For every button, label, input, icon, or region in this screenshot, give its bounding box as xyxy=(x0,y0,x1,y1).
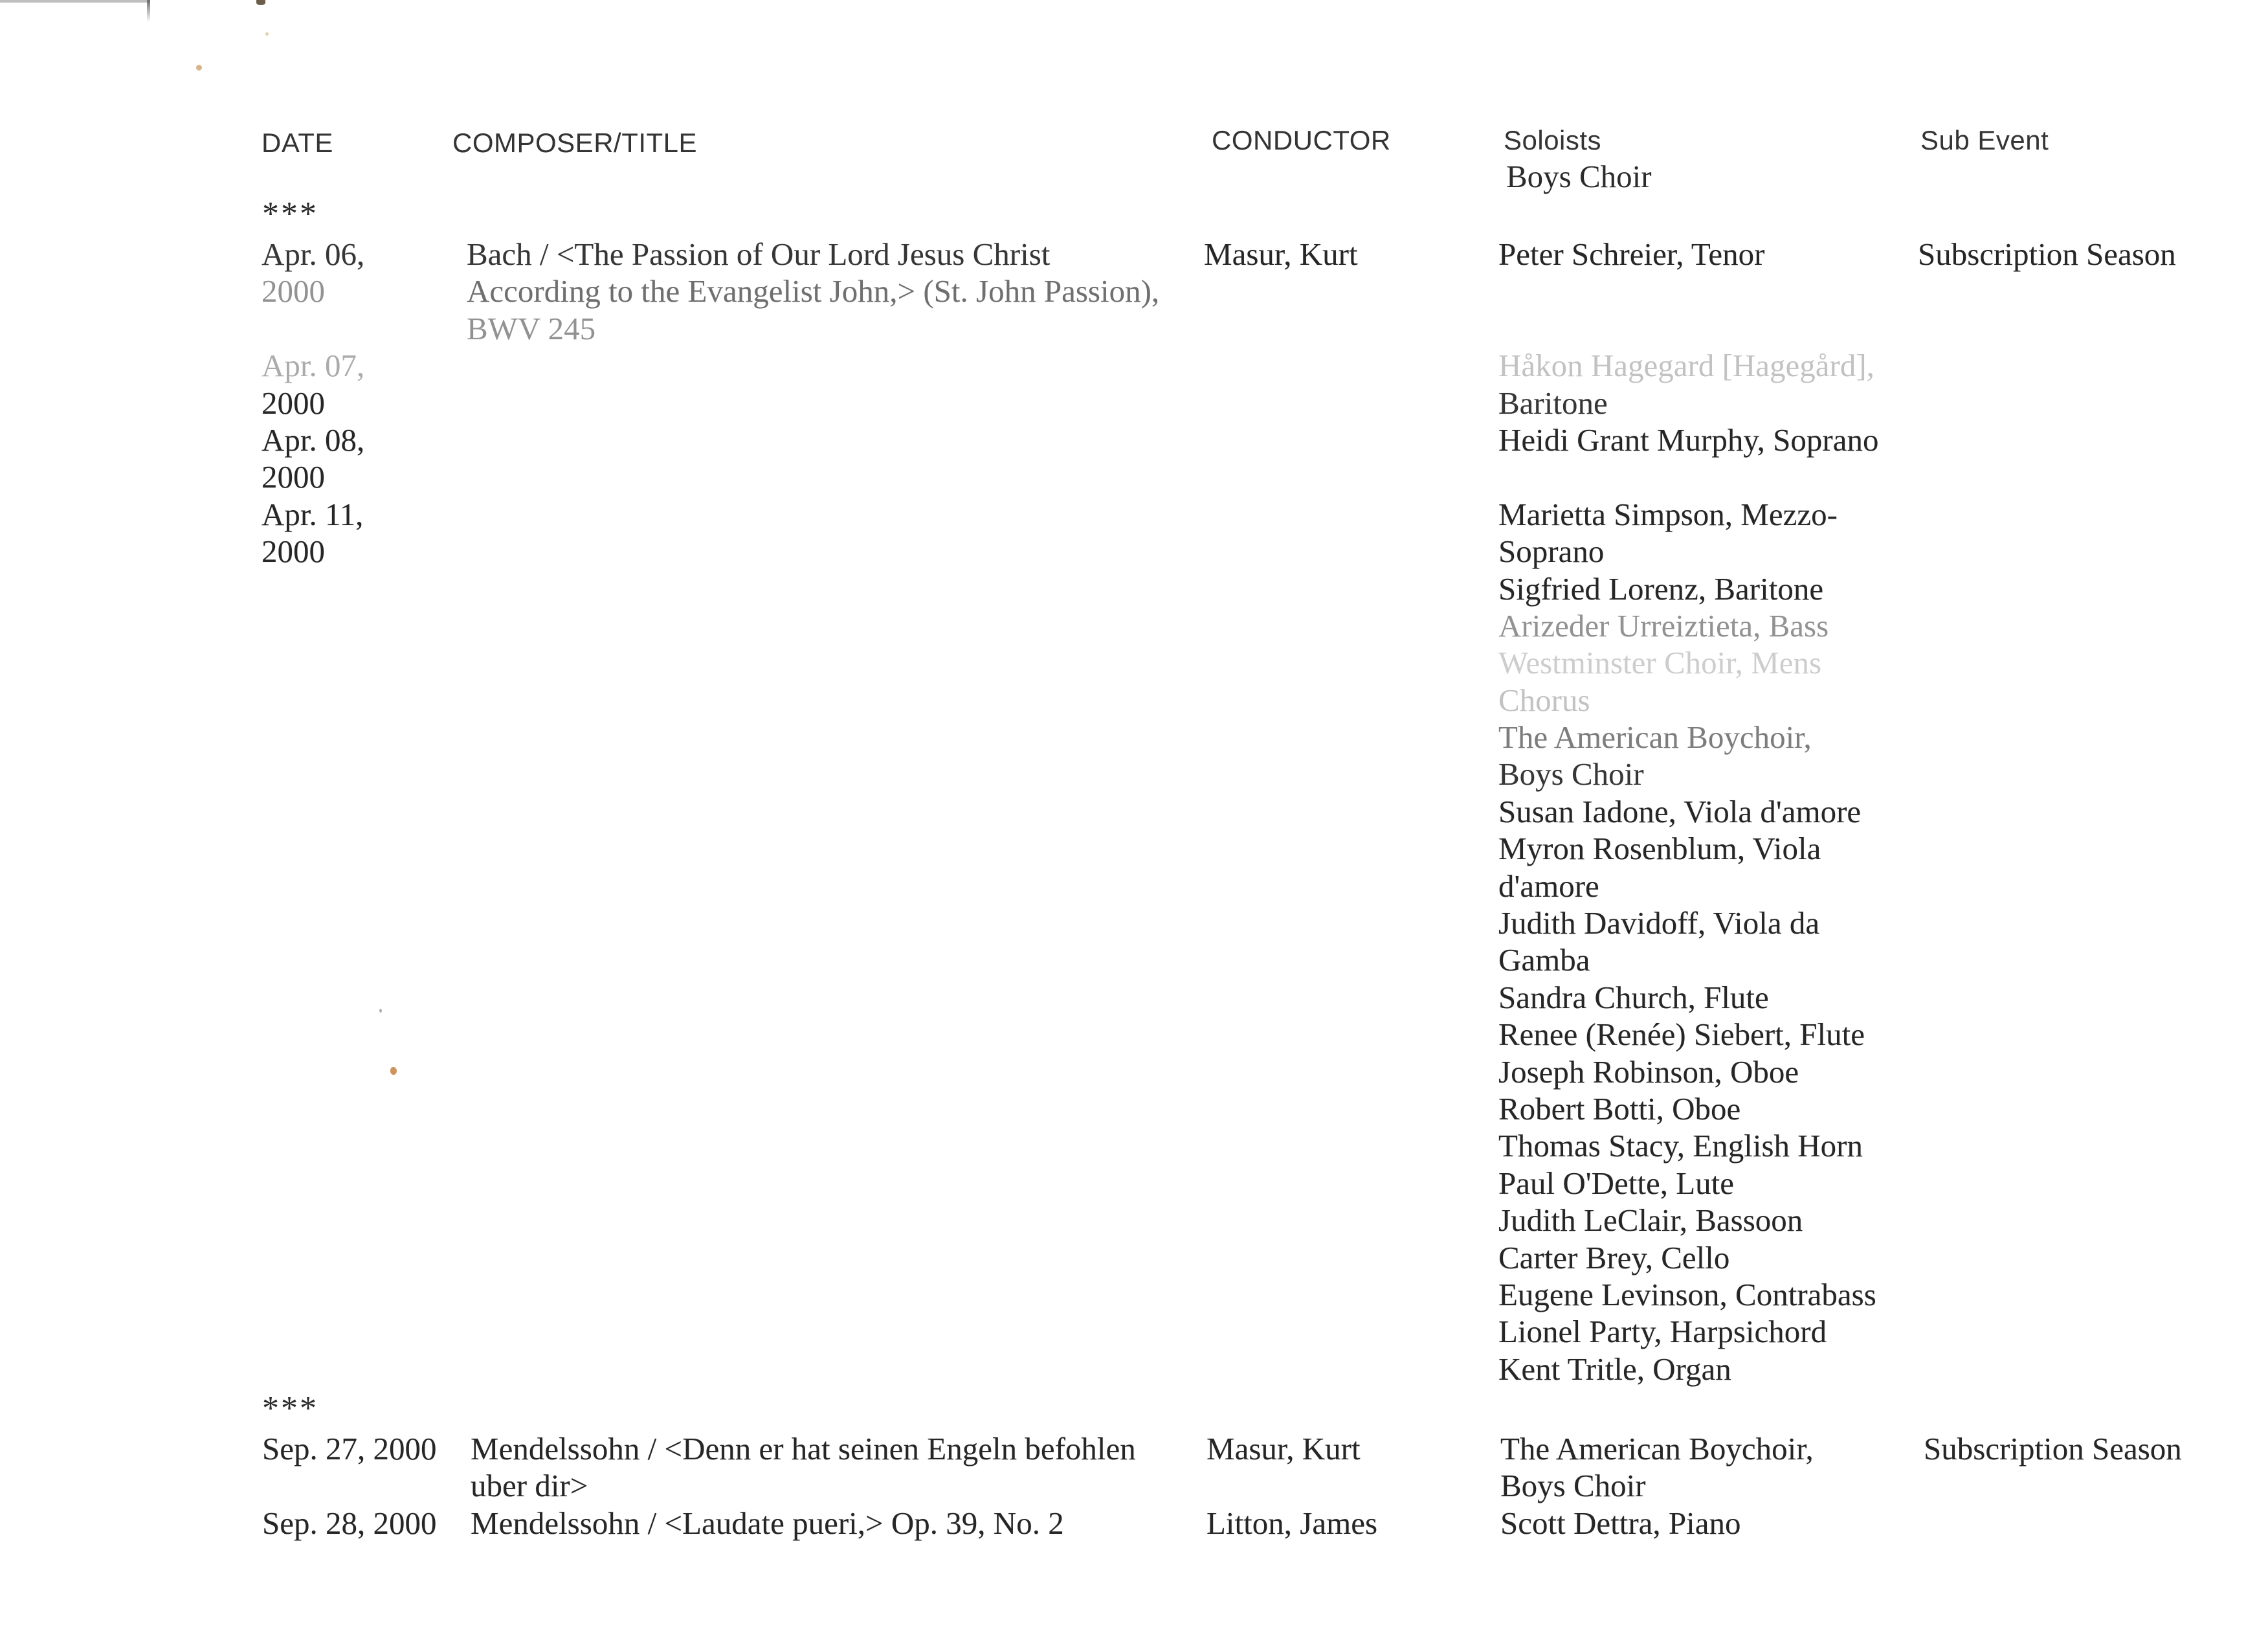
soloist-line: Eugene Levinson, Contrabass xyxy=(1498,1276,1876,1312)
soloists-column xyxy=(1500,1430,1814,1542)
soloist-line: Scott Dettra, Piano xyxy=(1500,1505,1741,1541)
date-line xyxy=(261,310,364,347)
column-header-soloists-line2: Boys Choir xyxy=(1506,159,1652,194)
soloist-line: Judith Davidoff, Viola da xyxy=(1498,905,1820,941)
column-header-composer-title: COMPOSER/TITLE xyxy=(452,128,698,158)
soloist-line: Heidi Grant Murphy, Soprano xyxy=(1498,421,1879,458)
composer-title-line: uber dir> xyxy=(471,1468,588,1504)
column-header-sub-event: Sub Event xyxy=(1920,125,2049,155)
column-header-date: DATE xyxy=(261,128,333,158)
date-column xyxy=(261,236,364,570)
composer-title-column xyxy=(467,236,1159,347)
scan-artifact-speck xyxy=(196,65,202,71)
soloist-line: Boys Choir xyxy=(1498,756,1644,792)
soloist-line: The American Boychoir, xyxy=(1500,1431,1814,1466)
sub-event-line: Subscription Season xyxy=(1918,236,2176,272)
soloist-line: Boys Choir xyxy=(1500,1468,1646,1504)
sub-event-line xyxy=(1924,1467,2182,1504)
soloist-line: Lionel Party, Harpsichord xyxy=(1498,1314,1827,1350)
scan-artifact-speck xyxy=(379,1009,382,1013)
column-header-soloists: Soloists xyxy=(1504,125,1602,155)
soloist-line: Westminster Choir, Mens xyxy=(1498,645,1822,681)
soloist-line: Carter Brey, Cello xyxy=(1498,1239,1730,1275)
soloist-line: Sigfried Lorenz, Baritone xyxy=(1498,570,1824,607)
date-line: 2000 xyxy=(261,459,325,495)
date-line: Apr. 07, xyxy=(261,348,365,384)
composer-title-line: According to the Evangelist John,> (St. John Passion), xyxy=(467,273,1160,309)
soloist-line: Peter Schreier, Tenor xyxy=(1498,236,1765,272)
composer-title-line: BWV 245 xyxy=(467,310,596,346)
soloist-line: Marietta Simpson, Mezzo- xyxy=(1498,496,1838,532)
scan-artifact-speck xyxy=(265,32,269,36)
soloist-line: Judith LeClair, Bassoon xyxy=(1498,1202,1803,1239)
soloist-line: Sandra Church, Flute xyxy=(1498,979,1769,1015)
scan-artifact-top-smear xyxy=(0,0,150,3)
conductor-line: Masur, Kurt xyxy=(1206,1431,1361,1466)
soloist-line xyxy=(1498,273,1878,309)
composer-title-line: Mendelssohn / <Laudate pueri,> Op. 39, No. 2 xyxy=(471,1505,1064,1541)
soloist-line: d'amore xyxy=(1498,868,1599,904)
soloist-line: Gamba xyxy=(1498,942,1590,978)
soloist-line: Joseph Robinson, Oboe xyxy=(1498,1053,1799,1090)
scan-artifact-dark-dot xyxy=(256,0,265,5)
date-line: Apr. 08, xyxy=(261,421,365,458)
conductor-column xyxy=(1204,236,1358,273)
date-line xyxy=(262,1467,437,1504)
sub-event-column xyxy=(1924,1430,2182,1542)
soloist-line: Thomas Stacy, English Horn xyxy=(1498,1128,1863,1164)
date-line: 2000 xyxy=(261,273,325,309)
section-separator: *** xyxy=(262,1390,318,1427)
soloist-line: Soprano xyxy=(1498,533,1605,570)
sub-event-line xyxy=(1924,1505,2182,1542)
soloist-line: Paul O'Dette, Lute xyxy=(1498,1165,1734,1201)
sub-event-line: Subscription Season xyxy=(1924,1431,2182,1466)
date-line: Sep. 27, 2000 xyxy=(262,1431,437,1466)
soloist-line: Robert Botti, Oboe xyxy=(1498,1090,1741,1127)
soloist-line: Renee (Renée) Siebert, Flute xyxy=(1498,1016,1865,1053)
composer-title-column xyxy=(471,1430,1136,1542)
soloist-line: Kent Tritle, Organ xyxy=(1498,1351,1731,1387)
column-header-conductor: CONDUCTOR xyxy=(1212,125,1391,155)
date-line: Apr. 06, xyxy=(261,236,365,272)
soloist-line: The American Boychoir, xyxy=(1498,719,1812,756)
soloists-column xyxy=(1498,236,1878,1387)
soloist-line: Myron Rosenblum, Viola xyxy=(1498,831,1821,867)
date-column xyxy=(262,1430,437,1542)
section-separator: *** xyxy=(262,196,318,232)
soloist-line: Susan Iadone, Viola d'amore xyxy=(1498,793,1862,829)
scan-artifact-vertical-line xyxy=(147,0,150,22)
date-line: 2000 xyxy=(261,385,325,421)
composer-title-line: Bach / <The Passion of Our Lord Jesus Christ xyxy=(467,236,1051,272)
date-line: Apr. 11, xyxy=(261,496,364,532)
date-line: Sep. 28, 2000 xyxy=(262,1505,437,1541)
soloist-line: Arizeder Urreiztieta, Bass xyxy=(1498,607,1829,644)
conductor-line: Masur, Kurt xyxy=(1204,236,1358,272)
composer-title-line: Mendelssohn / <Denn er hat seinen Engeln befohlen xyxy=(471,1431,1136,1466)
soloist-line xyxy=(1498,458,1878,495)
soloist-line xyxy=(1498,310,1878,347)
conductor-column xyxy=(1206,1430,1377,1542)
soloist-line: Håkon Hagegard [Hagegård], xyxy=(1498,348,1874,384)
soloist-line: Baritone xyxy=(1498,385,1608,421)
conductor-line: Litton, James xyxy=(1206,1505,1378,1541)
soloist-line: Chorus xyxy=(1498,682,1590,718)
scan-artifact-speck xyxy=(390,1067,397,1075)
date-line: 2000 xyxy=(261,533,325,570)
sub-event-column xyxy=(1918,236,2176,273)
conductor-line xyxy=(1206,1467,1377,1504)
